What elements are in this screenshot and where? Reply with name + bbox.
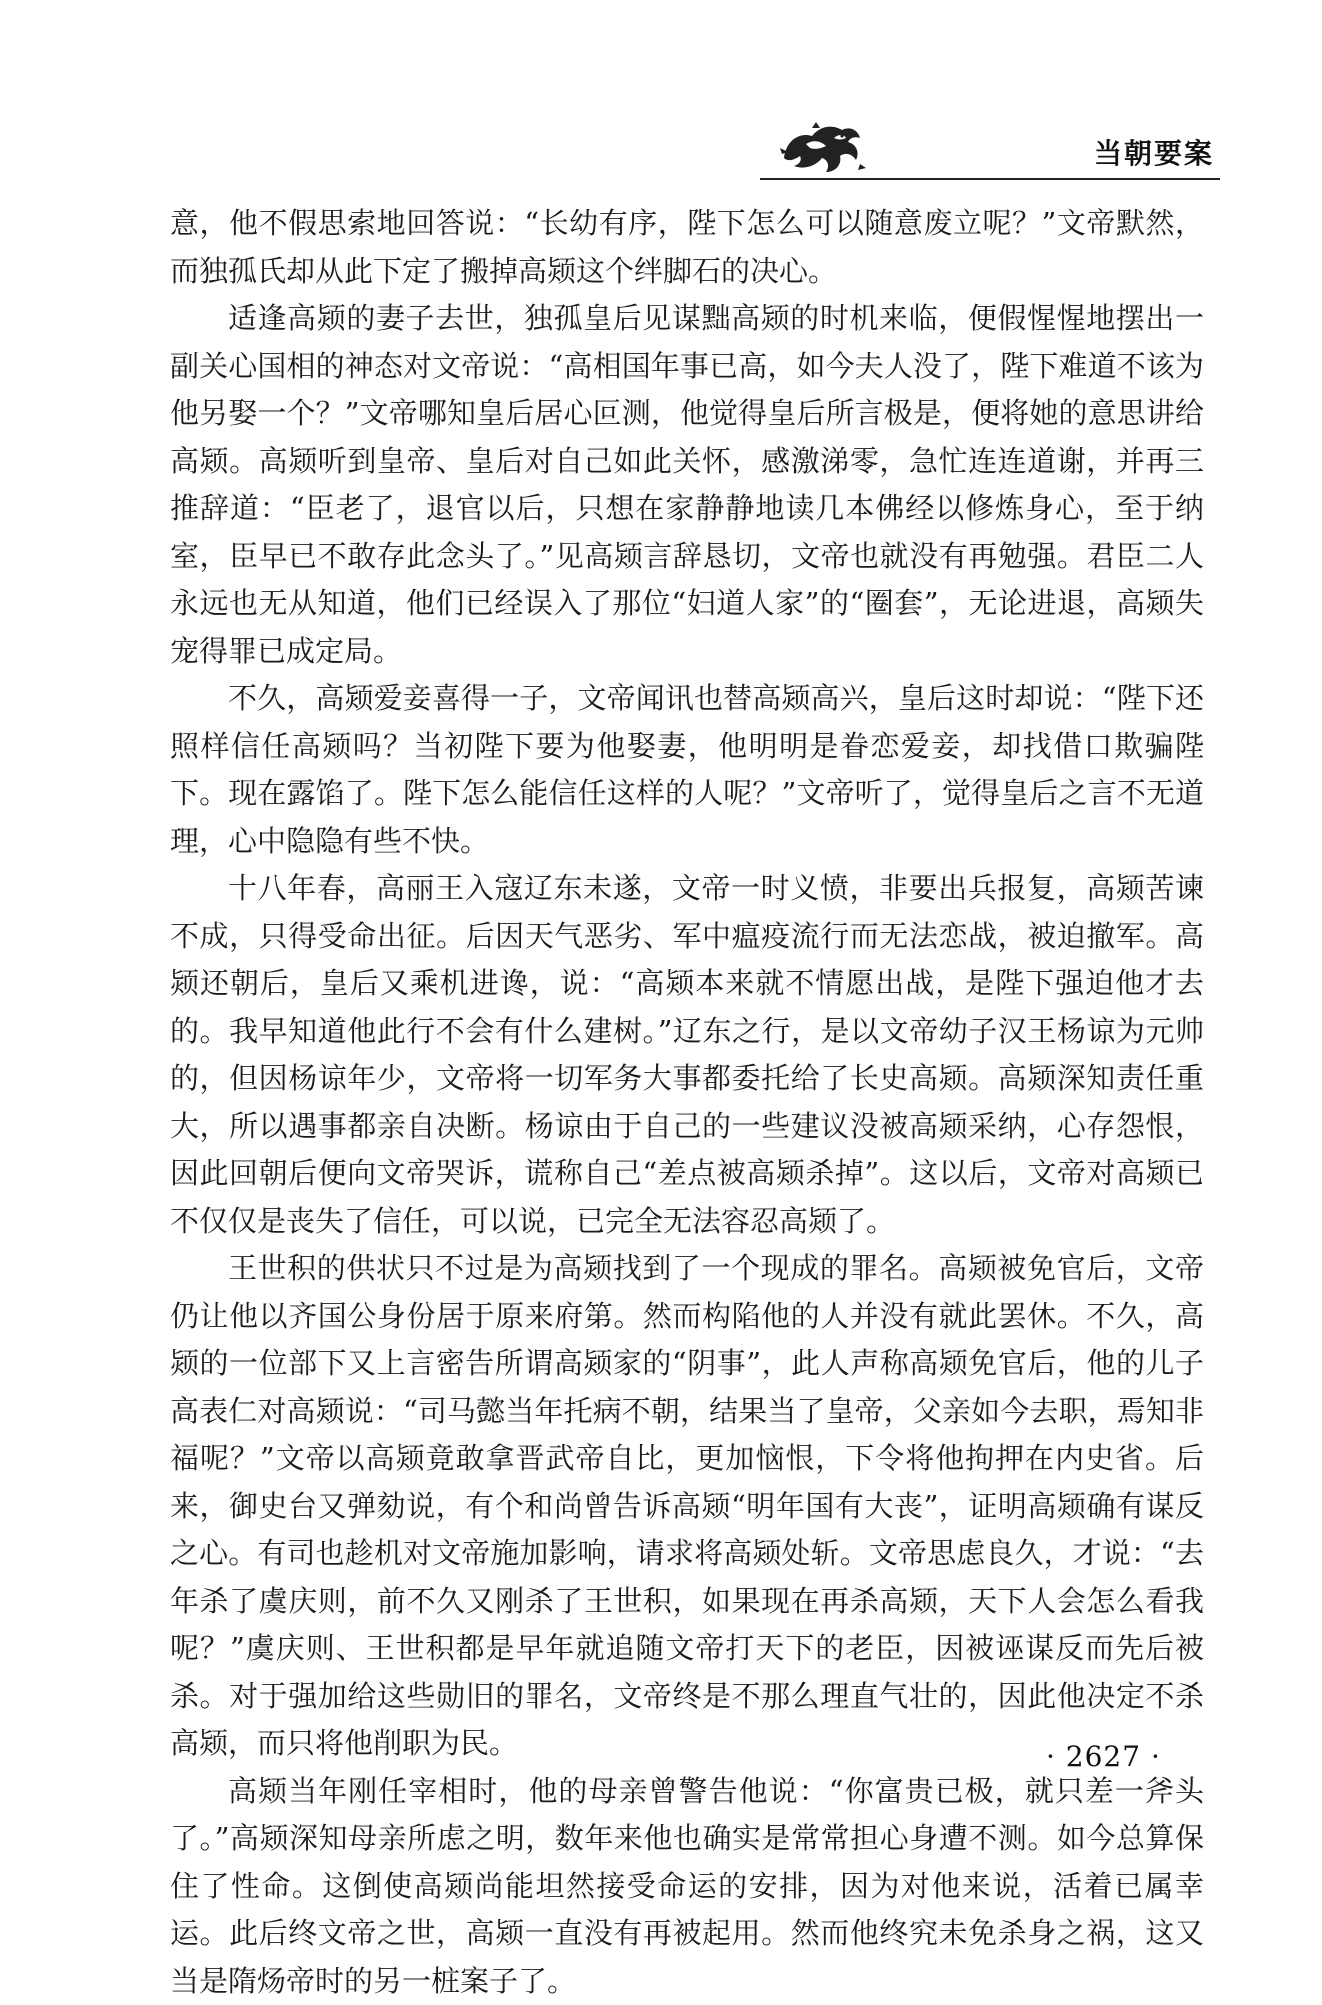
running-header	[760, 118, 1220, 180]
paragraph: 不久，高颎爱妾喜得一子，文帝闻讯也替高颎高兴，皇后这时却说：“陛下还照样信任高颎吗？当初陛下要为他娶妻，他明明是眷恋爱妾，却找借口欺骗陛下。现在露馅了。陛下怎么能信任这样的人呢？”文帝听了，觉得皇后之言不无道理，心中隐隐有些不快。	[170, 675, 1204, 865]
paragraph: 王世积的供状只不过是为高颎找到了一个现成的罪名。高颎被免官后，文帝仍让他以齐国公身份居于原来府第。然而构陷他的人并没有就此罢休。不久，高颎的一位部下又上言密告所谓高颎家的“阴事”，此人声称高颎免官后，他的儿子高表仁对高颎说：“司马懿当年托病不朝，结果当了皇帝，父亲如今去职，焉知非福呢？”文帝以高颎竟敢拿晋武帝自比，更加恼恨，下令将他拘押在内史省。后来，御史台又弹劾说，有个和尚曾告诉高颎“明年国有大丧”，证明高颎确有谋反之心。有司也趁机对文帝施加影响，请求将高颎处斩。文帝思虑良久，才说：“去年杀了虞庆则，前不久又刚杀了王世积，如果现在再杀高颎，天下人会怎么看我呢？”虞庆则、王世积都是早年就追随文帝打天下的老臣，因被诬谋反而先后被杀。对于强加给这些勋旧的罪名，文帝终是不那么理直气壮的，因此他决定不杀高颎，而只将他削职为民。	[170, 1245, 1204, 1768]
paragraph: 高颎当年刚任宰相时，他的母亲曾警告他说：“你富贵已极，就只差一斧头了。”高颎深知母亲所虑之明，数年来他也确实是常常担心身遭不测。如今总算保住了性命。这倒使高颎尚能坦然接受命运的安排，因为对他来说，活着已属幸运。此后终文帝之世，高颎一直没有再被起用。然而他终究未免杀身之祸，这又当是隋炀帝时的另一桩案子了。	[170, 1768, 1204, 2005]
paragraph: 意，他不假思索地回答说：“长幼有序，陛下怎么可以随意废立呢？”文帝默然，而独孤氏却从此下定了搬掉高颎这个绊脚石的决心。	[170, 200, 1204, 295]
page-number: · 2627 ·	[1046, 1740, 1161, 1773]
body-text	[170, 200, 1204, 2005]
header-divider	[760, 178, 1220, 180]
paragraph: 适逢高颎的妻子去世，独孤皇后见谋黜高颎的时机来临，便假惺惺地摆出一副关心国相的神态对文帝说：“高相国年事已高，如今夫人没了，陛下难道不该为他另娶一个？”文帝哪知皇后居心叵测，他觉得皇后所言极是，便将她的意思讲给高颎。高颎听到皇帝、皇后对自己如此关怀，感激涕零，急忙连连道谢，并再三推辞道：“臣老了，退官以后，只想在家静静地读几本佛经以修炼身心，至于纳室，臣早已不敢存此念头了。”见高颎言辞恳切，文帝也就没有再勉强。君臣二人永远也无从知道，他们已经误入了那位“妇道人家”的“圈套”，无论进退，高颎失宠得罪已成定局。	[170, 295, 1204, 675]
dragon-emblem-icon	[776, 118, 868, 176]
paragraph: 十八年春，高丽王入寇辽东未遂，文帝一时义愤，非要出兵报复，高颎苦谏不成，只得受命出征。后因天气恶劣、军中瘟疫流行而无法恋战，被迫撤军。高颎还朝后，皇后又乘机进谗，说：“高颎本来就不情愿出战，是陛下强迫他才去的。我早知道他此行不会有什么建树。”辽东之行，是以文帝幼子汉王杨谅为元帅的，但因杨谅年少，文帝将一切军务大事都委托给了长史高颎。高颎深知责任重大，所以遇事都亲自决断。杨谅由于自己的一些建议没被高颎采纳，心存怨恨，因此回朝后便向文帝哭诉，谎称自己“差点被高颎杀掉”。这以后，文帝对高颎已不仅仅是丧失了信任，可以说，已完全无法容忍高颎了。	[170, 865, 1204, 1245]
section-title: 当朝要案	[1094, 132, 1214, 172]
